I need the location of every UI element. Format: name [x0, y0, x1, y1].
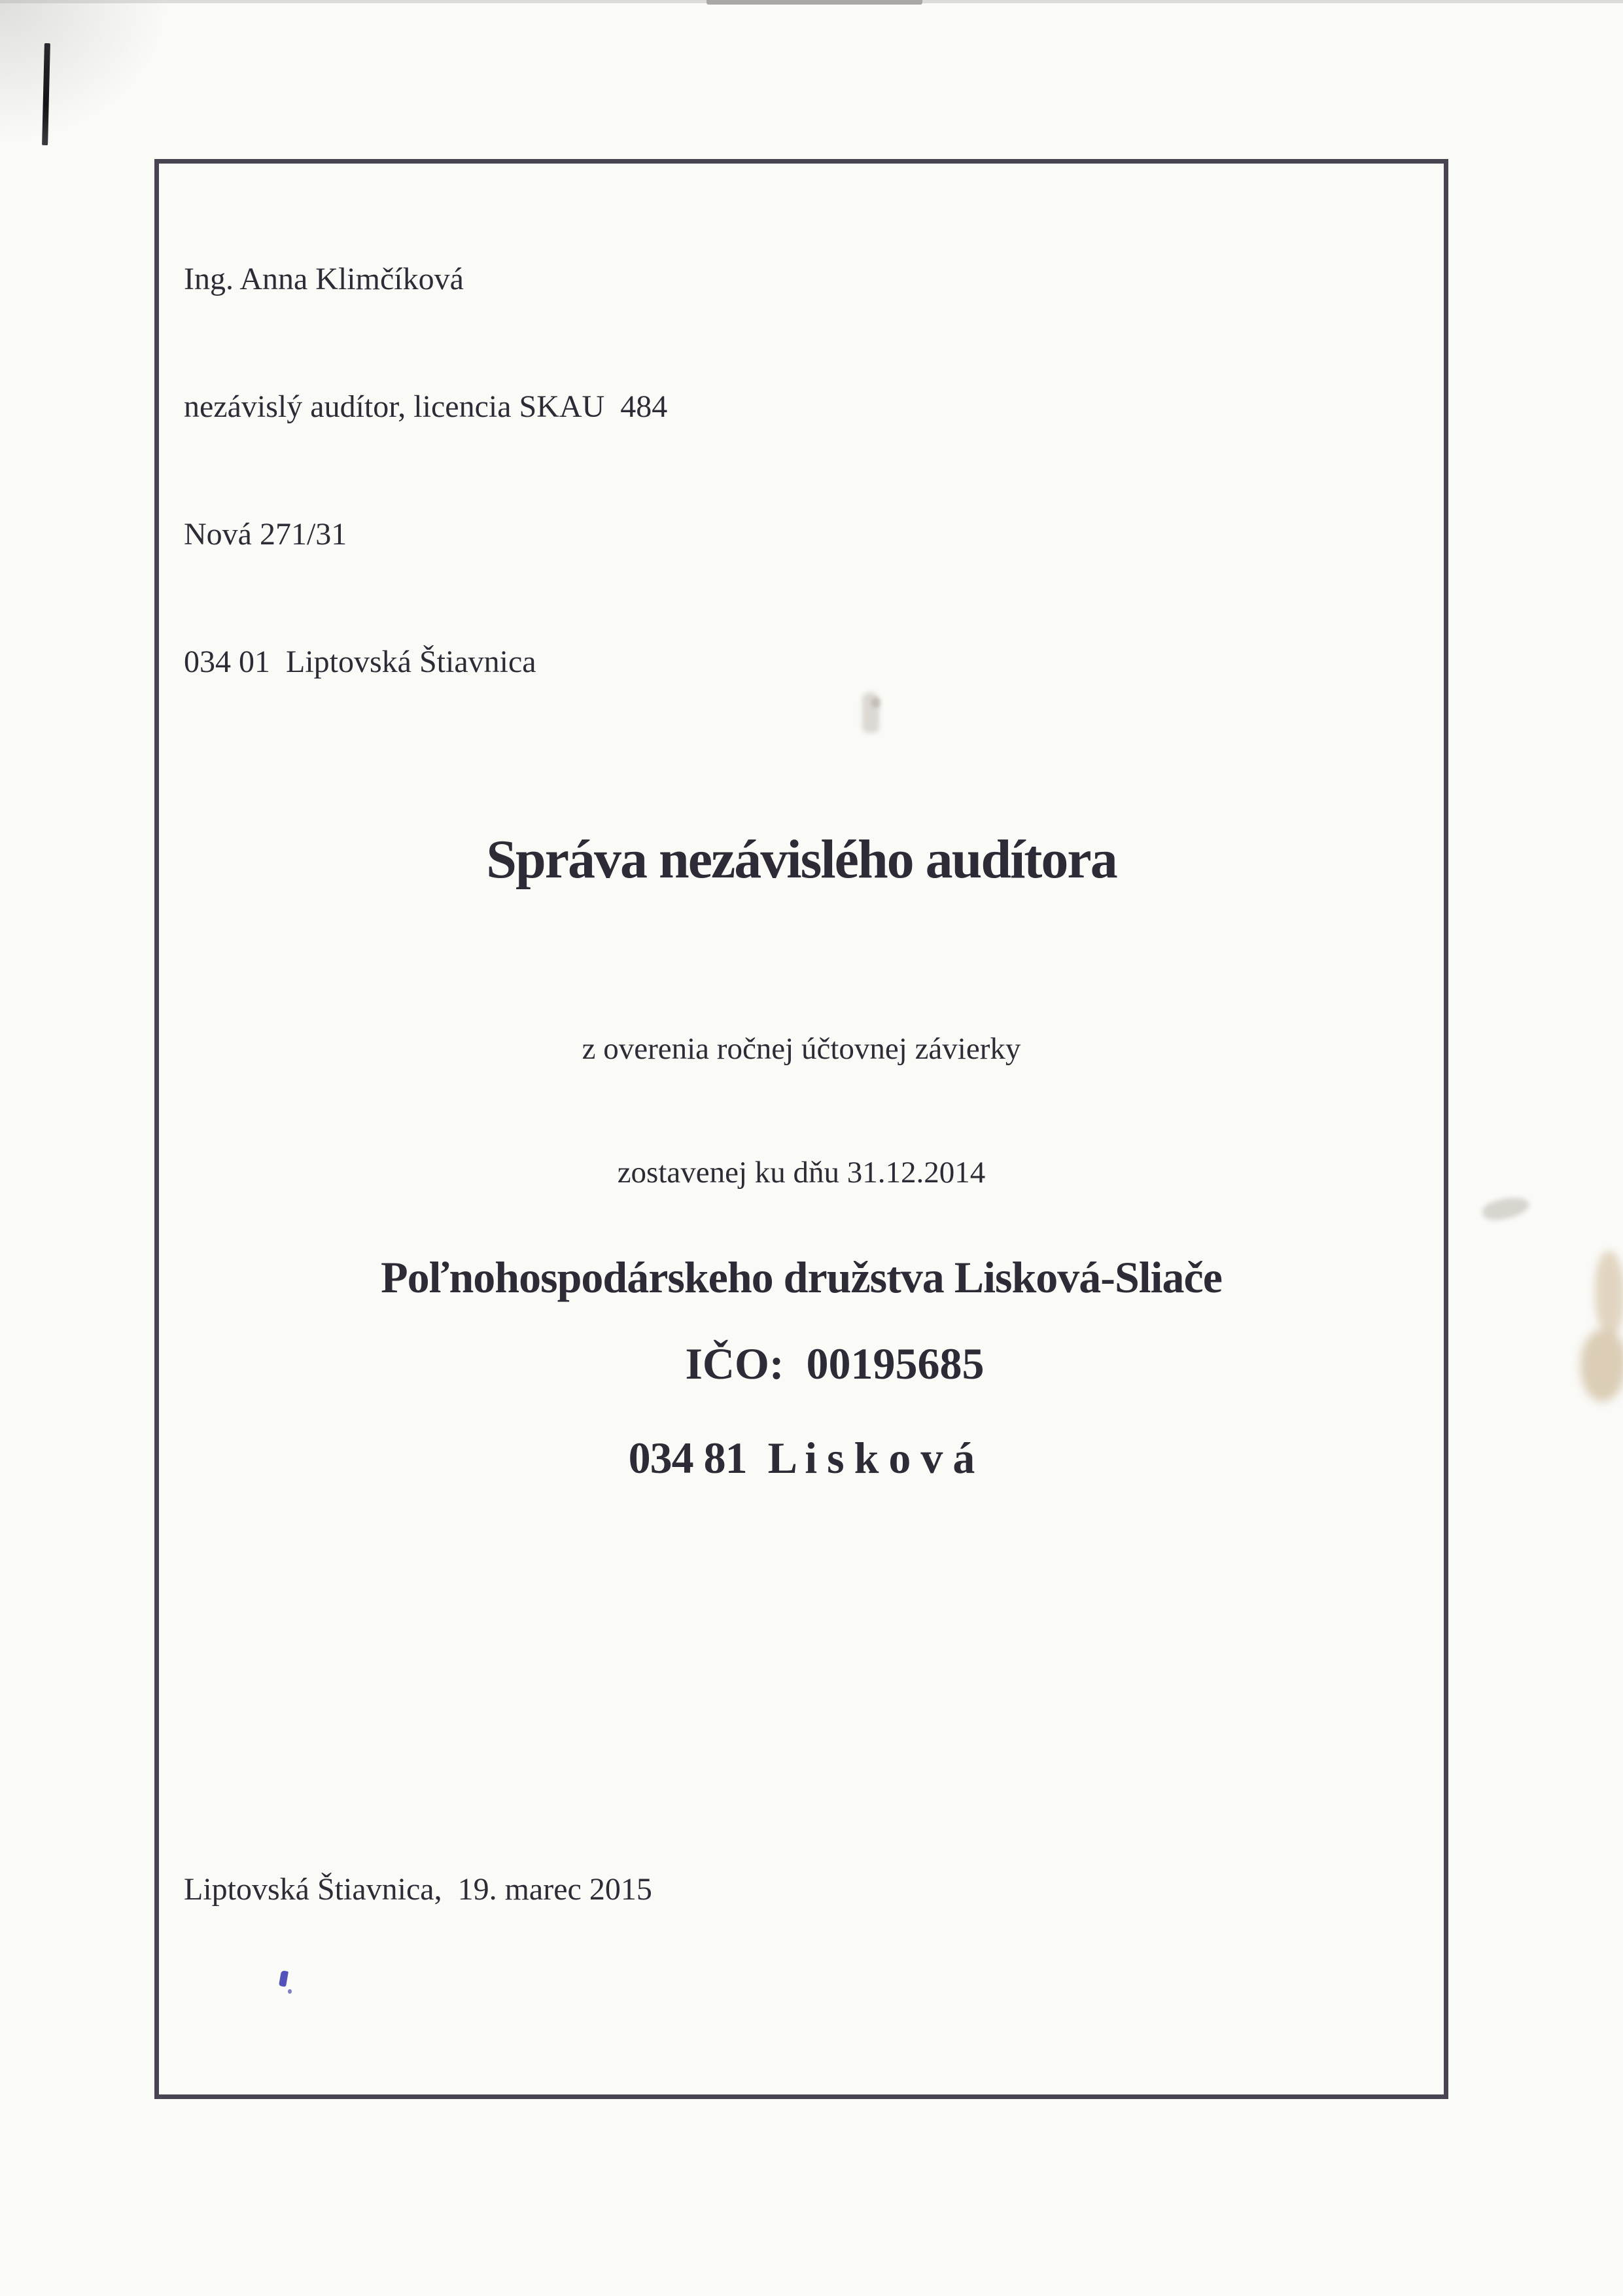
scan-artifact-stain [1580, 1330, 1623, 1402]
subtitle-line-2: zostavenej ku dňu 31.12.2014 [617, 1156, 986, 1190]
audited-entity-name: Poľnohospodárskeho družstva Lisková-Sliače [381, 1252, 1222, 1302]
place-and-date-line: Liptovská Štiavnica, 19. marec 2015 [184, 1872, 652, 1907]
ico-value: 00195685 [806, 1339, 985, 1388]
ico-label: IČO: [685, 1339, 784, 1388]
scanner-edge-dark-segment [707, 0, 922, 5]
subtitle-line-1: z overenia ročnej účtovnej závierky [582, 1032, 1021, 1066]
letterhead-city-line: 034 01 Liptovská Štiavnica [184, 645, 536, 679]
letterhead-licence-line: nezávislý audítor, licencia SKAU 484 [184, 389, 668, 424]
letterhead-name-line: Ing. Anna Klimčíková [184, 262, 464, 296]
scan-artifact-speckle [1480, 1193, 1531, 1224]
audited-entity-postal: 034 81 L i s k o v á [628, 1433, 975, 1483]
company-id-line [159, 1277, 1444, 1450]
auditor-letterhead [184, 173, 667, 768]
document-border-frame [154, 159, 1448, 2099]
scanner-corner-shadow [0, 0, 170, 144]
report-title: Správa nezávislého audítora [486, 829, 1117, 890]
scan-artifact-stain [1595, 1251, 1623, 1336]
letterhead-street-line: Nová 271/31 [184, 517, 347, 552]
